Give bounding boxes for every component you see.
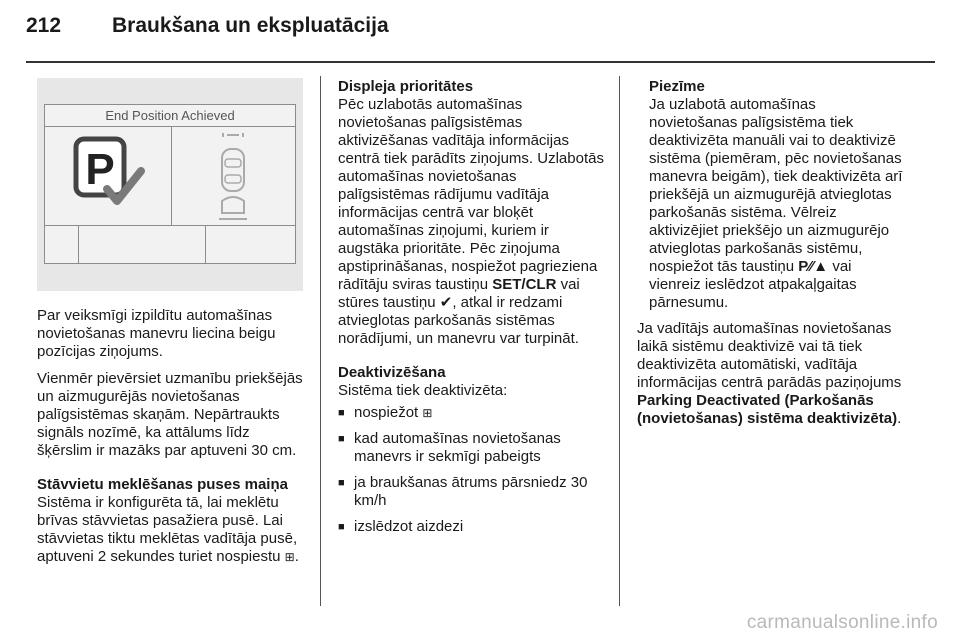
checkmark-icon: ✔ [439, 294, 453, 311]
column-divider [320, 76, 321, 606]
list-item: ■ nospiežot ⊞ [338, 404, 606, 422]
list-item: ■ izslēdzot aizdezi [338, 518, 606, 536]
column-1 [37, 78, 303, 575]
column-2 [338, 78, 606, 544]
page-number: 212 [26, 14, 62, 37]
car-sensor-icon [213, 131, 253, 223]
parking-sensor-button-icon: P⁄⁄▲ [798, 258, 829, 275]
watermark: carmanualsonline.info [746, 612, 938, 633]
section-heading: Stāvvietu meklēšanas puses maiņa [37, 476, 288, 493]
section-heading: Displeja prioritātes [338, 78, 474, 95]
section-heading: Deaktivizēšana [338, 364, 446, 381]
parking-checkmark-icon [45, 127, 171, 225]
paragraph: Ja vadītājs automašīnas novietošanas laikā sistēmu deaktivizē vai tā tiek deaktivizēta automātiski, vadītāja informācijas centrā parādās paziņojums Parking Deactivated (Parkošanās (novietošanas) sistēma deaktivizēta). [637, 320, 902, 427]
paragraph: Sistēma tiek deaktivizēta: [338, 382, 508, 399]
parking-symbol-panel [45, 127, 172, 225]
display-title: End Position Achieved [45, 105, 295, 127]
list-item: ■ ja braukšanas ātrums pārsniedz 30 km/h [338, 474, 606, 510]
paragraph: Par veiksmīgi izpildītu automašīnas novietošanas manevru liecina beigu pozīcijas ziņojums. [37, 307, 276, 360]
list-item: ■ kad automašīnas novietošanas manevrs ir sekmīgi pabeigts [338, 430, 606, 466]
display-frame [44, 104, 296, 264]
svg-text:P: P [85, 145, 115, 194]
column-divider [619, 76, 620, 606]
header-rule [26, 61, 935, 63]
message-text: Parking Deactivated (Parkošanās (novietošanas) sistēma deaktivizēta) [637, 392, 898, 427]
paragraph: Vienmēr pievērsiet uzmanību priekšējās un aizmugurējās novietošanas palīgsistēmas skaņām. Nepārtraukts signāls nozīmē, ka attālums līdz šķērslim ir mazāks par aptuveni 30 cm. [37, 370, 303, 459]
deactivation-list [338, 404, 606, 536]
paragraph: Sistēma ir konfigurēta tā, lai meklētu brīvas stāvvietas pasažiera pusē. Lai stāvvietas tiktu meklētas vadītāja pusē, aptuveni 2 sekundes turiet nospiestu ⊞. [37, 494, 299, 565]
parking-display-figure [37, 78, 303, 291]
page-title: Braukšana un ekspluatācija [112, 14, 389, 37]
set-clr-key: SET/CLR [492, 276, 557, 293]
column-3 [637, 78, 907, 437]
display-bottom-bar [45, 225, 295, 264]
paragraph: Pēc uzlabotās automašīnas novietošanas palīgsistēmas aktivizēšanas vadītāja informācijas centrā tiek parādīts ziņojums. Uzlabotās automašīnas novietošanas palīgsistēmas rādījumu vadītāja informācijas centrā var bloķēt automašīnas ziņojumi, kuriem ir augstāka prioritāte. Pēc ziņojuma apstiprināšanas, nospiežot pagrieziena rādītāju sviras taustiņu SET/CLR vai stūres taustiņu ✔, atkal ir redzami atvieglotas parkošanās sistēmas norādījumi, un manevru var turpināt. [338, 96, 604, 347]
parking-assist-button-icon: ⊞ [422, 406, 433, 420]
note-box: Piezīme Ja uzlabotā automašīnas novietošanas palīgsistēma tiek deaktivizēta manuāli vai to deaktivizē sistēma (piemēram, pēc novietošanas manevra beigām), tiek deaktivizēta arī priekšējā un aizmugurējā atvieglotas parkošanās sistēma. Vēlreiz aktivizējiet priekšējo un aizmugurējo atvieglotas parkošanās sistēmu, nospiežot tās taustiņu P⁄⁄▲ vai vienreiz ieslēdzot atpakaļgaitas pārnesumu. [637, 78, 907, 312]
note-heading: Piezīme [649, 78, 705, 95]
parking-assist-button-icon: ⊞ [284, 550, 295, 564]
page-header [26, 14, 389, 38]
